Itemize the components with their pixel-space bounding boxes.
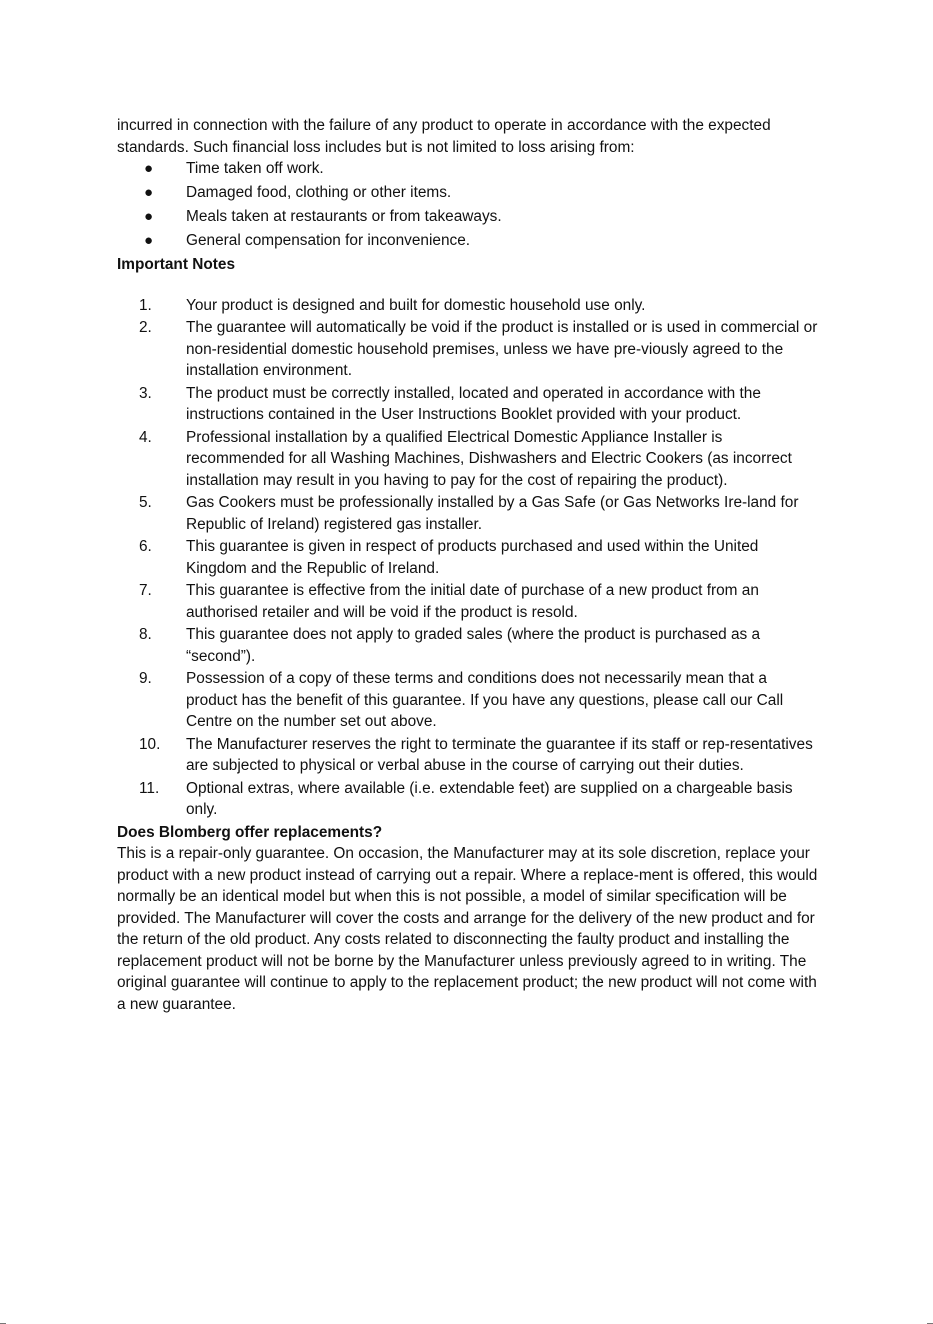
note-number: 9. [139, 670, 152, 688]
note-item [117, 668, 822, 733]
note-number: 8. [139, 626, 152, 644]
replacements-paragraph: This is a repair-only guarantee. On occasion, the Manufacturer may at its sole discretion, replace your product with a new product instead of carrying out a repair. Where a replace-ment is offered, this would normally be an identical model but when this is not possible, a model of similar specification will be provided. The Manufacturer will cover the costs and arrange for the delivery of the new product and for the return of the old product. Any costs related to disconnecting the faulty product and installing the replacement product will not be borne by the Manufacturer unless previously agreed to in writing. The original guarantee will continue to apply to the replacement product; the new product will not come with a new guarantee. [117, 845, 818, 1013]
note-item [117, 492, 822, 535]
note-item [117, 624, 822, 667]
note-number: 6. [139, 538, 152, 556]
note-item [117, 295, 822, 317]
note-number: 3. [139, 384, 152, 402]
list-item-text: Time taken off work. [186, 160, 324, 177]
bullet-icon: ● [144, 208, 154, 226]
list-item-text: General compensation for inconvenience. [186, 232, 471, 250]
note-item [117, 317, 822, 382]
note-number: 7. [139, 582, 152, 600]
note-number: 4. [139, 428, 152, 446]
note-text: The product must be correctly installed, located and operated in accordance with the instructions contained in the User Instructions Booklet provided with your product. [186, 384, 761, 424]
note-item [117, 536, 822, 579]
list-item-text: Damaged food, clothing or other items. [186, 184, 452, 202]
bullet-icon: ● [144, 160, 154, 177]
note-text: Gas Cookers must be professionally installed by a Gas Safe (or Gas Networks Ire-land for Republic of Ireland) registered gas installer. [186, 494, 799, 533]
important-notes-list [117, 295, 822, 821]
note-text: Professional installation by a qualified Electrical Domestic Appliance Installer is recommended for all Washing Machines, Dishwashers and Electric Cookers (as incorrect installation may result in you having to pay for the cost of repairing the product). [186, 428, 792, 489]
note-number: 5. [139, 494, 152, 512]
note-text: This guarantee is given in respect of products purchased and used within the United Kingdom and the Republic of Ireland. [186, 538, 759, 577]
note-item [117, 383, 822, 426]
list-item [117, 230, 822, 252]
note-text: The Manufacturer reserves the right to terminate the guarantee if its staff or rep-resentatives are subjected to physical or verbal abuse in the course of carrying out their duties. [186, 735, 813, 775]
note-text: This guarantee is effective from the initial date of purchase of a new product from an authorised retailer and will be void if the product is resold. [186, 582, 759, 621]
bullet-icon: ● [144, 184, 154, 202]
bullet-icon: ● [144, 232, 154, 250]
note-text: Possession of a copy of these terms and conditions does not necessarily mean that a product has the benefit of this guarantee. If you have any questions, please call our Call Centre on the number set out above. [186, 670, 784, 731]
replacements-heading: Does Blomberg offer replacements? [117, 823, 383, 841]
note-item [117, 427, 822, 492]
document-page [117, 115, 822, 1015]
note-number: 1. [139, 296, 152, 314]
note-text: Your product is designed and built for domestic household use only. [186, 296, 646, 314]
note-number: 10. [139, 735, 161, 753]
list-item-text: Meals taken at restaurants or from takeaways. [186, 208, 502, 226]
note-text: The guarantee will automatically be void if the product is installed or is used in commercial or non-residential domestic household premises, unless we have pre-viously agreed to the installation environment. [186, 319, 818, 380]
list-item [117, 182, 822, 204]
loss-list [117, 158, 822, 252]
note-number: 2. [139, 319, 152, 337]
note-number: 11. [139, 779, 160, 797]
list-item [117, 206, 822, 228]
list-item [117, 158, 822, 180]
important-notes-heading: Important Notes [117, 256, 235, 274]
note-item [117, 778, 822, 821]
note-text: This guarantee does not apply to graded sales (where the product is purchased as a “second”). [186, 626, 761, 665]
intro-paragraph: incurred in connection with the failure of any product to operate in accordance with the expected standards. Such financial loss includes but is not limited to loss arising from: [117, 117, 771, 156]
note-item [117, 580, 822, 623]
note-text: Optional extras, where available (i.e. extendable feet) are supplied on a chargeable basis only. [186, 779, 793, 819]
note-item [117, 734, 822, 777]
